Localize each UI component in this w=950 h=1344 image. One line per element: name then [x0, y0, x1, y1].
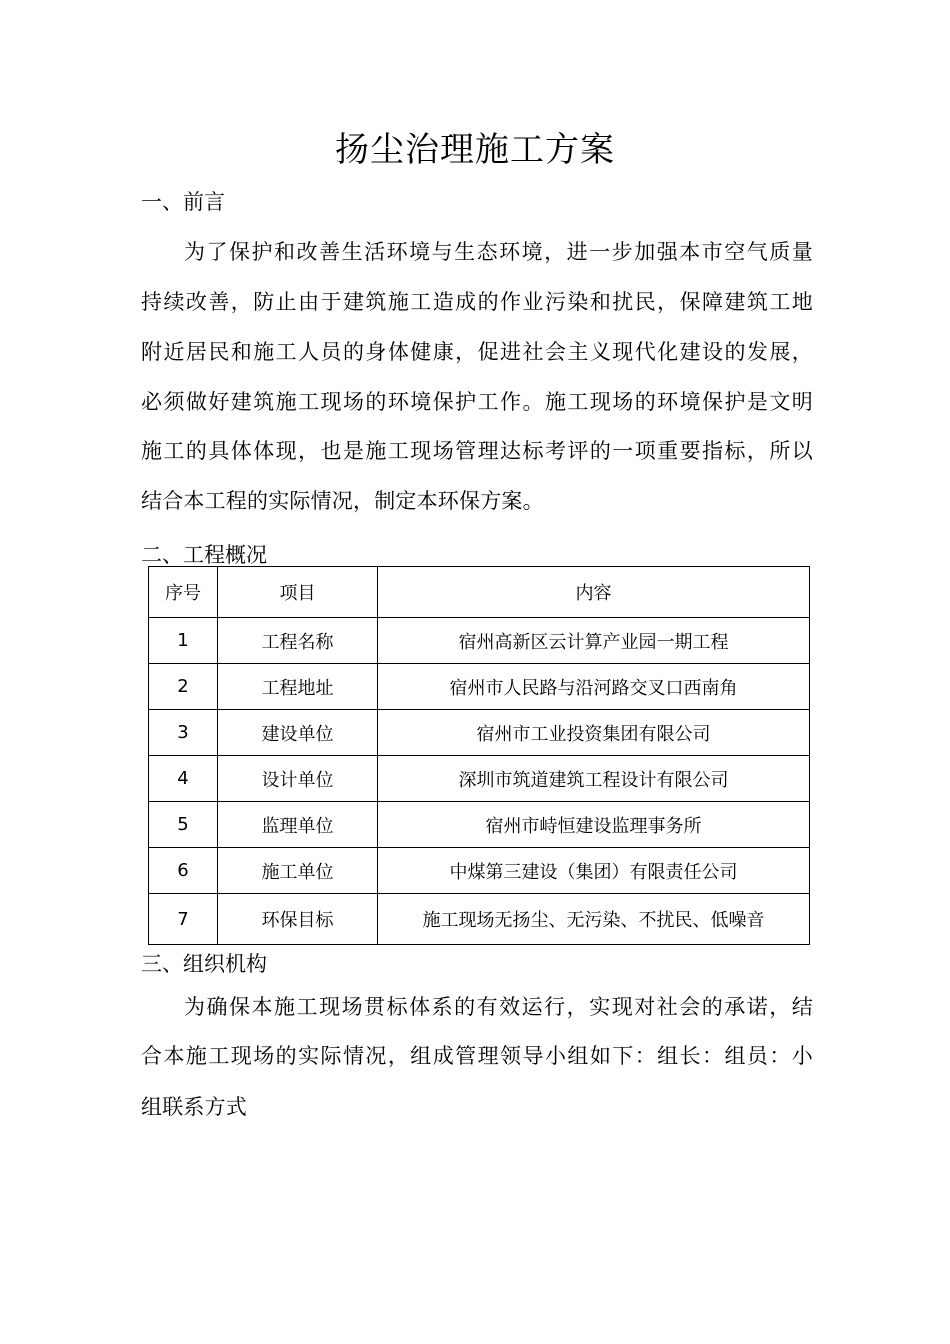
section-heading-overview: 二、工程概况: [141, 543, 267, 567]
paragraph-line: 附近居民和施工人员的身体健康，促进社会主义现代化建设的发展，: [141, 340, 813, 364]
table-cell-item: 工程地址: [218, 664, 378, 710]
table-cell-number: 7: [149, 894, 218, 945]
table-cell-item: 监理单位: [218, 802, 378, 848]
table-header-content: 内容: [378, 567, 810, 618]
table-row: [149, 618, 810, 664]
table-cell-content: 中煤第三建设（集团）有限责任公司: [378, 848, 810, 894]
table-cell-number: 3: [149, 710, 218, 756]
paragraph-line: 必须做好建筑施工现场的环境保护工作。施工现场的环境保护是文明: [141, 390, 813, 414]
section-heading-preface: 一、前言: [141, 190, 225, 214]
paragraph-line: 组联系方式: [141, 1095, 247, 1119]
table-header-row: [149, 567, 810, 618]
paragraph-line: 为了保护和改善生活环境与生态环境，进一步加强本市空气质量: [184, 240, 813, 264]
table-row: [149, 664, 810, 710]
table-cell-content: 宿州市峙恒建设监理事务所: [378, 802, 810, 848]
paragraph-line: 施工的具体体现，也是施工现场管理达标考评的一项重要指标，所以: [141, 439, 813, 463]
table-cell-content: 宿州高新区云计算产业园一期工程: [378, 618, 810, 664]
section-heading-organization: 三、组织机构: [141, 952, 267, 976]
table-cell-item: 建设单位: [218, 710, 378, 756]
table-cell-number: 1: [149, 618, 218, 664]
table-cell-number: 5: [149, 802, 218, 848]
table-cell-item: 工程名称: [218, 618, 378, 664]
table-row: [149, 894, 810, 945]
paragraph-line: 为确保本施工现场贯标体系的有效运行，实现对社会的承诺，结: [184, 995, 813, 1019]
paragraph-line: 持续改善，防止由于建筑施工造成的作业污染和扰民，保障建筑工地: [141, 290, 813, 314]
project-overview-table: [148, 566, 810, 945]
table-cell-number: 2: [149, 664, 218, 710]
paragraph-line: 合本施工现场的实际情况，组成管理领导小组如下：组长：组员：小: [141, 1044, 813, 1068]
table-header-number: 序号: [149, 567, 218, 618]
table-cell-number: 6: [149, 848, 218, 894]
table-cell-content: 宿州市工业投资集团有限公司: [378, 710, 810, 756]
table-cell-item: 环保目标: [218, 894, 378, 945]
table-cell-item: 施工单位: [218, 848, 378, 894]
table-cell-content: 施工现场无扬尘、无污染、不扰民、低噪音: [378, 894, 810, 945]
table-cell-item: 设计单位: [218, 756, 378, 802]
table-cell-content: 深圳市筑道建筑工程设计有限公司: [378, 756, 810, 802]
table-row: [149, 848, 810, 894]
table-row: [149, 756, 810, 802]
document-title: 扬尘治理施工方案: [335, 130, 615, 170]
table-row: [149, 802, 810, 848]
table-row: [149, 710, 810, 756]
table-cell-number: 4: [149, 756, 218, 802]
paragraph-line: 结合本工程的实际情况，制定本环保方案。: [141, 489, 544, 513]
table-cell-content: 宿州市人民路与沿河路交叉口西南角: [378, 664, 810, 710]
table-header-item: 项目: [218, 567, 378, 618]
